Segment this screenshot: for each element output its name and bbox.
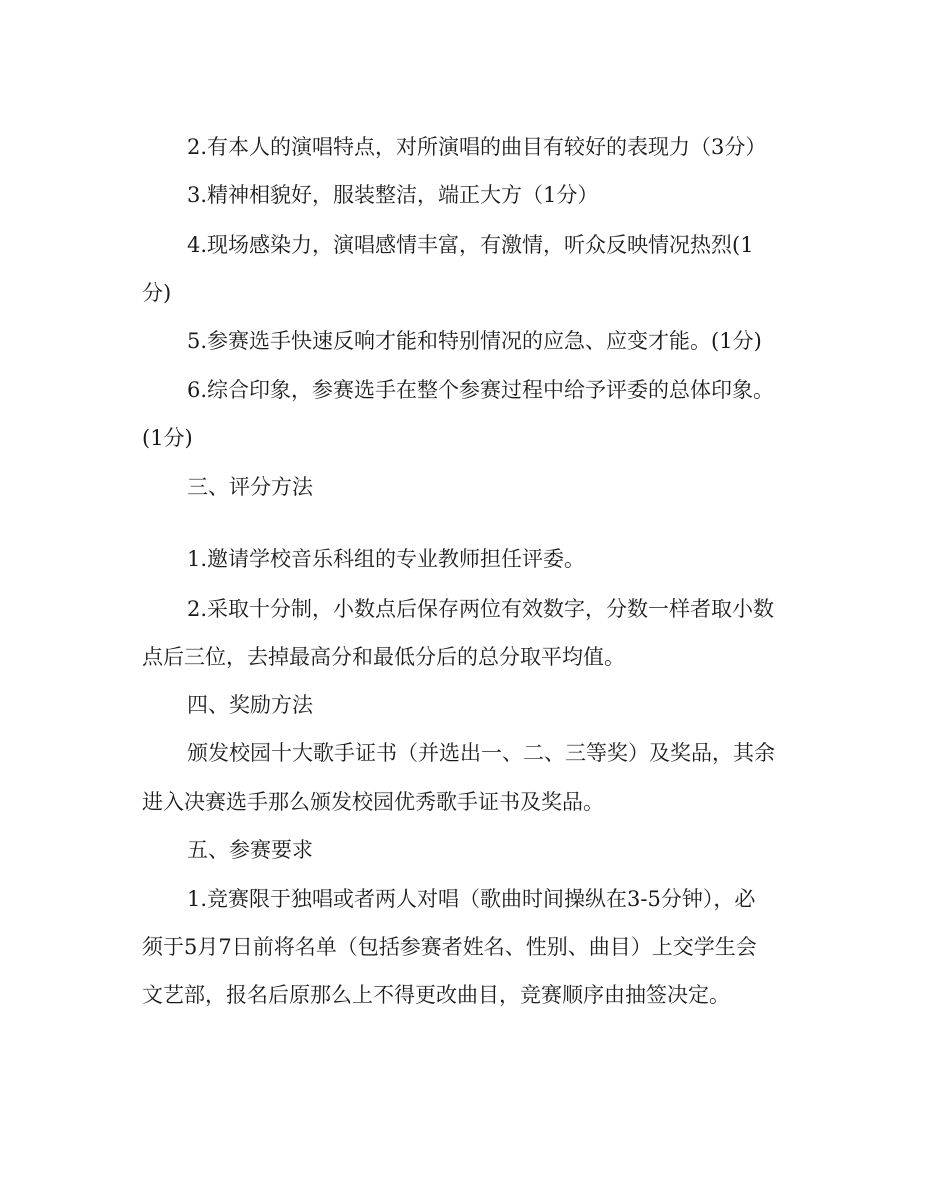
- criterion-3-text: 3.精神相貌好，服装整洁，端正大方（1分）: [187, 183, 599, 207]
- scoring-item-1-text: 1.邀请学校音乐科组的专业教师担任评委。: [187, 547, 586, 571]
- rewards-text-cont: 进入决赛选手那么颁发校园优秀歌手证书及奖品。: [142, 790, 604, 814]
- criterion-6-text: 6.综合印象，参赛选手在整个参赛过程中给予评委的总体印象。: [187, 378, 775, 402]
- requirement-1-text-cont-2: 文艺部，报名后原那么上不得更改曲目，竞赛顺序由抽签决定。: [142, 983, 730, 1007]
- scoring-item-2-text-cont: 点后三位，去掉最高分和最低分后的总分取平均值。: [142, 645, 625, 669]
- section-heading-requirements: 五、参赛要求: [187, 838, 313, 862]
- criterion-4-text: 4.现场感染力，演唱感情丰富，有激情，听众反映情况热烈(1: [187, 233, 754, 257]
- scoring-item-2-text: 2.采取十分制，小数点后保存两位有效数字，分数一样者取小数: [187, 597, 775, 621]
- requirement-1-text: 1.竞赛限于独唱或者两人对唱（歌曲时间操纵在3-5分钟），必: [187, 887, 756, 911]
- criterion-5-text: 5.参赛选手快速反响才能和特别情况的应急、应变才能。(1分): [187, 329, 762, 353]
- section-heading-scoring: 三、评分方法: [187, 475, 313, 499]
- rewards-text: 颁发校园十大歌手证书（并选出一、二、三等奖）及奖品，其余: [187, 741, 775, 765]
- criterion-4-text-cont: 分): [142, 281, 172, 305]
- criterion-6-text-cont: (1分): [142, 426, 193, 450]
- requirement-1-text-cont: 须于5月7日前将名单（包括参赛者姓名、性别、曲目）上交学生会: [142, 935, 757, 959]
- criterion-2-text: 2.有本人的演唱特点，对所演唱的曲目有较好的表现力（3分）: [187, 135, 767, 159]
- section-heading-rewards: 四、奖励方法: [187, 693, 313, 717]
